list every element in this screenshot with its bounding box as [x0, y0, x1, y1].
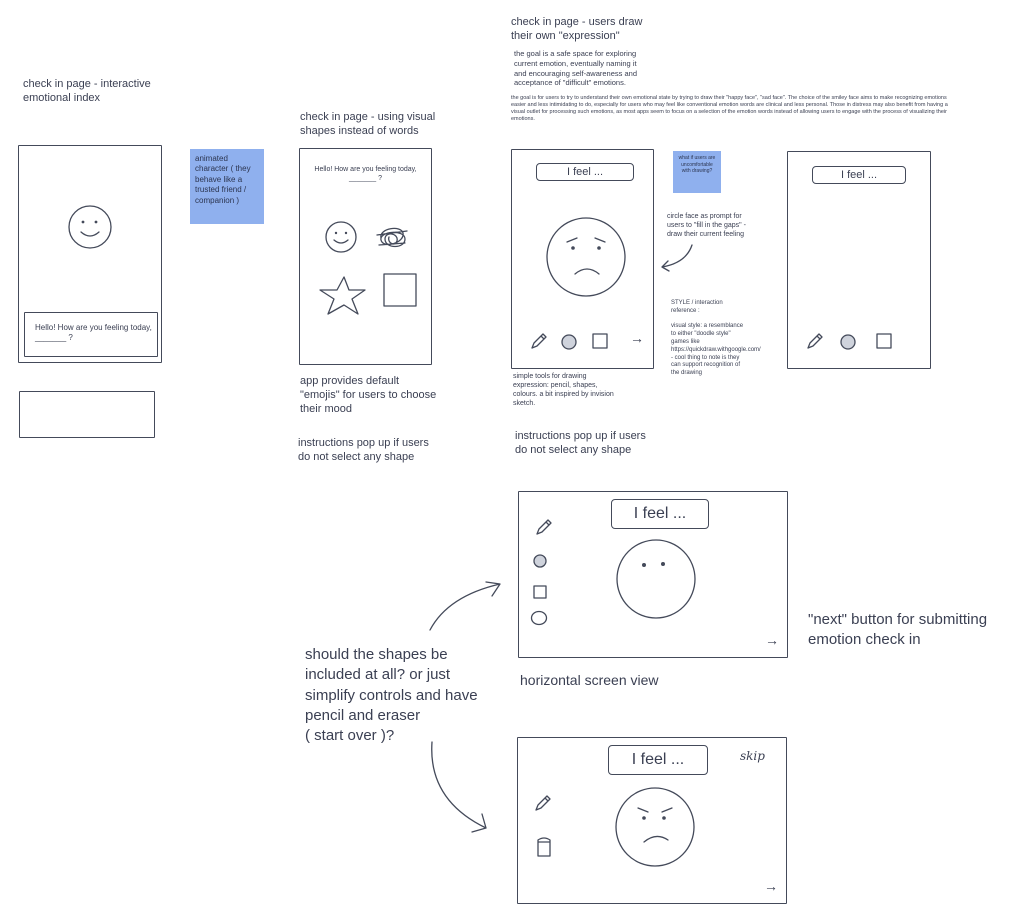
arrow-to-face — [656, 243, 696, 273]
placeholder-box — [19, 391, 155, 438]
next-arrow-button[interactable]: → — [630, 330, 644, 346]
sticky-note-animated-character: animated character ( they behave like a trusted friend / companion ) — [190, 149, 264, 224]
scribble-emoji-icon[interactable] — [375, 223, 409, 253]
shapes-instructions-note: instructions pop up if users do not select any shape — [298, 437, 429, 463]
phone-frame-emotional-index — [18, 145, 162, 363]
phone-frame-draw — [511, 149, 654, 369]
next-arrow-button[interactable]: → — [764, 878, 778, 894]
goal-note-2: the goal is for users to try to understand their own emotional state by trying to draw their "happy face", "sad face". The choice of the smiley face aims to make recognizing emotions easier and less intimidating to do, especially for users who may feel like conventional emotion words are clinical and less personal. Those in distress may also benefit from having a visual outlet for processing such emotions, as most apps seem to focus on a selection of the emotion words instead of allowing users to engage with the process of visualizing their emotions. — [511, 95, 950, 123]
i-feel-bubble: I feel ... — [536, 163, 634, 181]
col3-title: check in page - users draw their own "expression" — [511, 16, 643, 42]
square-shape-icon[interactable] — [876, 333, 892, 349]
arrow-up-to-horizontal — [428, 578, 508, 634]
col1-title: check in page - interactive emotional index — [23, 78, 151, 104]
emojis-note: app provides default "emojis" for users to choose their mood — [300, 375, 437, 415]
pencil-icon[interactable] — [530, 332, 548, 350]
circle-shape-icon[interactable] — [533, 554, 547, 568]
skip-button[interactable]: skip — [740, 749, 765, 763]
round-face-drawing — [615, 538, 697, 620]
eraser-icon[interactable] — [536, 836, 552, 858]
i-feel-bubble-simplified: I feel ... — [608, 745, 708, 775]
greeting-box — [24, 312, 158, 357]
circle-shape-icon[interactable] — [840, 334, 856, 350]
greeting-text: Hello! How are you feeling today, _______ ? — [35, 323, 152, 343]
phone-frame-draw-blank — [787, 151, 931, 369]
sad-face-drawing — [614, 786, 696, 868]
phone-frame-shapes — [299, 148, 432, 365]
sticky-note-uncomfortable: what if users are uncomfortable with drawing? — [673, 151, 721, 193]
smiley-emoji-icon[interactable] — [325, 221, 357, 253]
shapes-question-note: should the shapes be included at all? or just simplify controls and have pencil and eraser ( start over )? — [305, 646, 478, 744]
style-reference-note: STYLE / interaction reference : visual style: a resemblance to either "doodle style" games like https://quickdraw.withgoogle.com/ - cool thing to note is they can support recognition of the drawing — [671, 300, 761, 377]
shapes-greeting: Hello! How are you feeling today, _______ ? — [314, 166, 417, 183]
pencil-icon[interactable] — [535, 518, 553, 536]
oval-shape-icon[interactable] — [530, 610, 548, 626]
next-arrow-button[interactable]: → — [765, 632, 779, 648]
square-emoji-icon[interactable] — [382, 272, 418, 308]
horizontal-view-label: horizontal screen view — [520, 672, 659, 688]
sad-face-drawing — [545, 216, 627, 298]
next-button-note: "next" button for submitting emotion check in — [808, 611, 988, 649]
i-feel-bubble-blank: I feel ... — [812, 166, 906, 184]
horizontal-screen-frame — [518, 491, 788, 658]
pencil-icon[interactable] — [534, 794, 552, 812]
i-feel-bubble-horizontal: I feel ... — [611, 499, 709, 529]
simplified-screen-frame — [517, 737, 787, 904]
col2-title: check in page - using visual shapes instead of words — [300, 111, 436, 137]
smiley-face-icon — [67, 204, 113, 250]
arrow-down-to-simplified — [428, 740, 498, 834]
goal-note-1: the goal is a safe space for exploring current emotion, eventually naming it and encouraging self-awareness and acceptance of "difficult" emotions. — [514, 49, 637, 88]
draw-instructions-note: instructions pop up if users do not select any shape — [515, 430, 646, 456]
square-shape-icon[interactable] — [533, 585, 547, 599]
circle-face-note: circle face as prompt for users to "fill in the gaps" - draw their current feeling — [667, 213, 746, 239]
pencil-icon[interactable] — [806, 332, 824, 350]
drawing-tools-note: simple tools for drawing expression: pencil, shapes, colours. a bit inspired by invision sketch. — [513, 373, 614, 408]
circle-shape-icon[interactable] — [561, 334, 577, 350]
star-emoji-icon[interactable] — [318, 274, 368, 316]
square-shape-icon[interactable] — [592, 333, 608, 349]
